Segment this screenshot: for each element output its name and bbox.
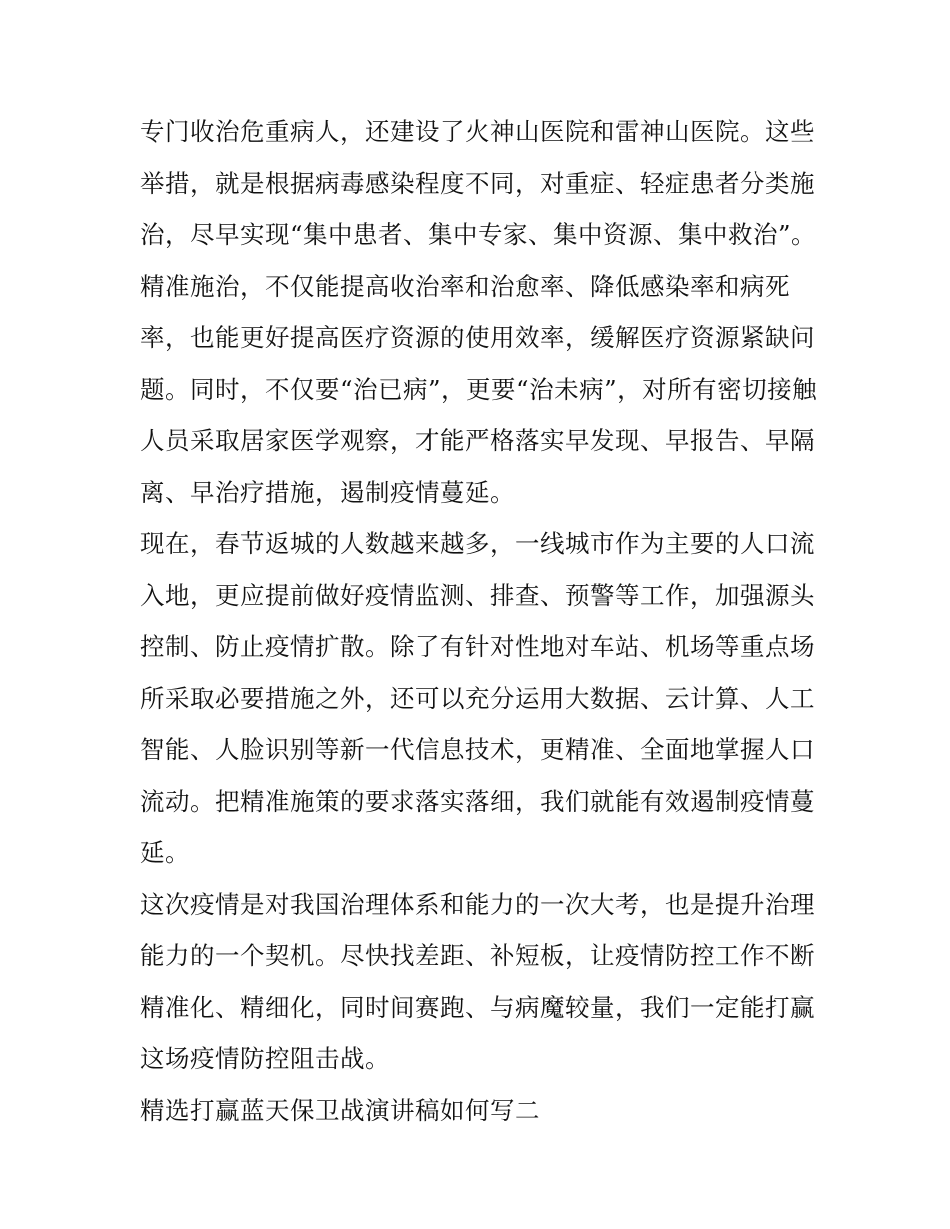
- section-heading: 精选打赢蓝天保卫战演讲稿如何写二: [140, 1095, 540, 1125]
- text-line: 专门收治危重病人，还建设了火神山医院和雷神山医院。这些: [140, 117, 815, 146]
- text-line: 这次疫情是对我国治理体系和能力的一次大考，也是提升治理: [140, 889, 815, 919]
- text-line: 精准施治，不仅能提高收治率和治愈率、降低感染率和病死: [140, 271, 790, 301]
- text-line: 治，尽早实现“集中患者、集中专家、集中资源、集中救治”。: [140, 220, 817, 249]
- text-line: 智能、人脸识别等新一代信息技术，更精准、全面地掌握人口: [140, 735, 815, 764]
- text-line: 这场疫情防控阻击战。: [140, 1044, 390, 1073]
- text-line: 现在，春节返城的人数越来越多，一线城市作为主要的人口流: [140, 529, 815, 558]
- text-line: 离、早治疗措施，遏制疫情蔓延。: [140, 477, 515, 507]
- text-line: 率，也能更好提高医疗资源的使用效率，缓解医疗资源紧缺问: [140, 323, 815, 352]
- text-line: 延。: [140, 838, 190, 867]
- text-line: 能力的一个契机。尽快找差距、补短板，让疫情防控工作不断: [140, 941, 815, 970]
- text-line: 所采取必要措施之外，还可以充分运用大数据、云计算、人工: [140, 683, 815, 713]
- text-line: 控制、防止疫情扩散。除了有针对性地对车站、机场等重点场: [140, 632, 815, 661]
- text-line: 精准化、精细化，同时间赛跑、与病魔较量，我们一定能打赢: [140, 992, 815, 1022]
- body-text: [140, 106, 820, 1136]
- text-line: 人员采取居家医学观察，才能严格落实早发现、早报告、早隔: [140, 426, 815, 455]
- text-line: 举措，就是根据病毒感染程度不同，对重症、轻症患者分类施: [140, 168, 815, 198]
- text-line: 入地，更应提前做好疫情监测、排查、预警等工作，加强源头: [140, 580, 815, 610]
- text-line: 题。同时，不仅要“治已病”，更要“治未病”，对所有密切接触: [140, 374, 818, 404]
- text-line: 流动。把精准施策的要求落实落细，我们就能有效遏制疫情蔓: [140, 786, 815, 816]
